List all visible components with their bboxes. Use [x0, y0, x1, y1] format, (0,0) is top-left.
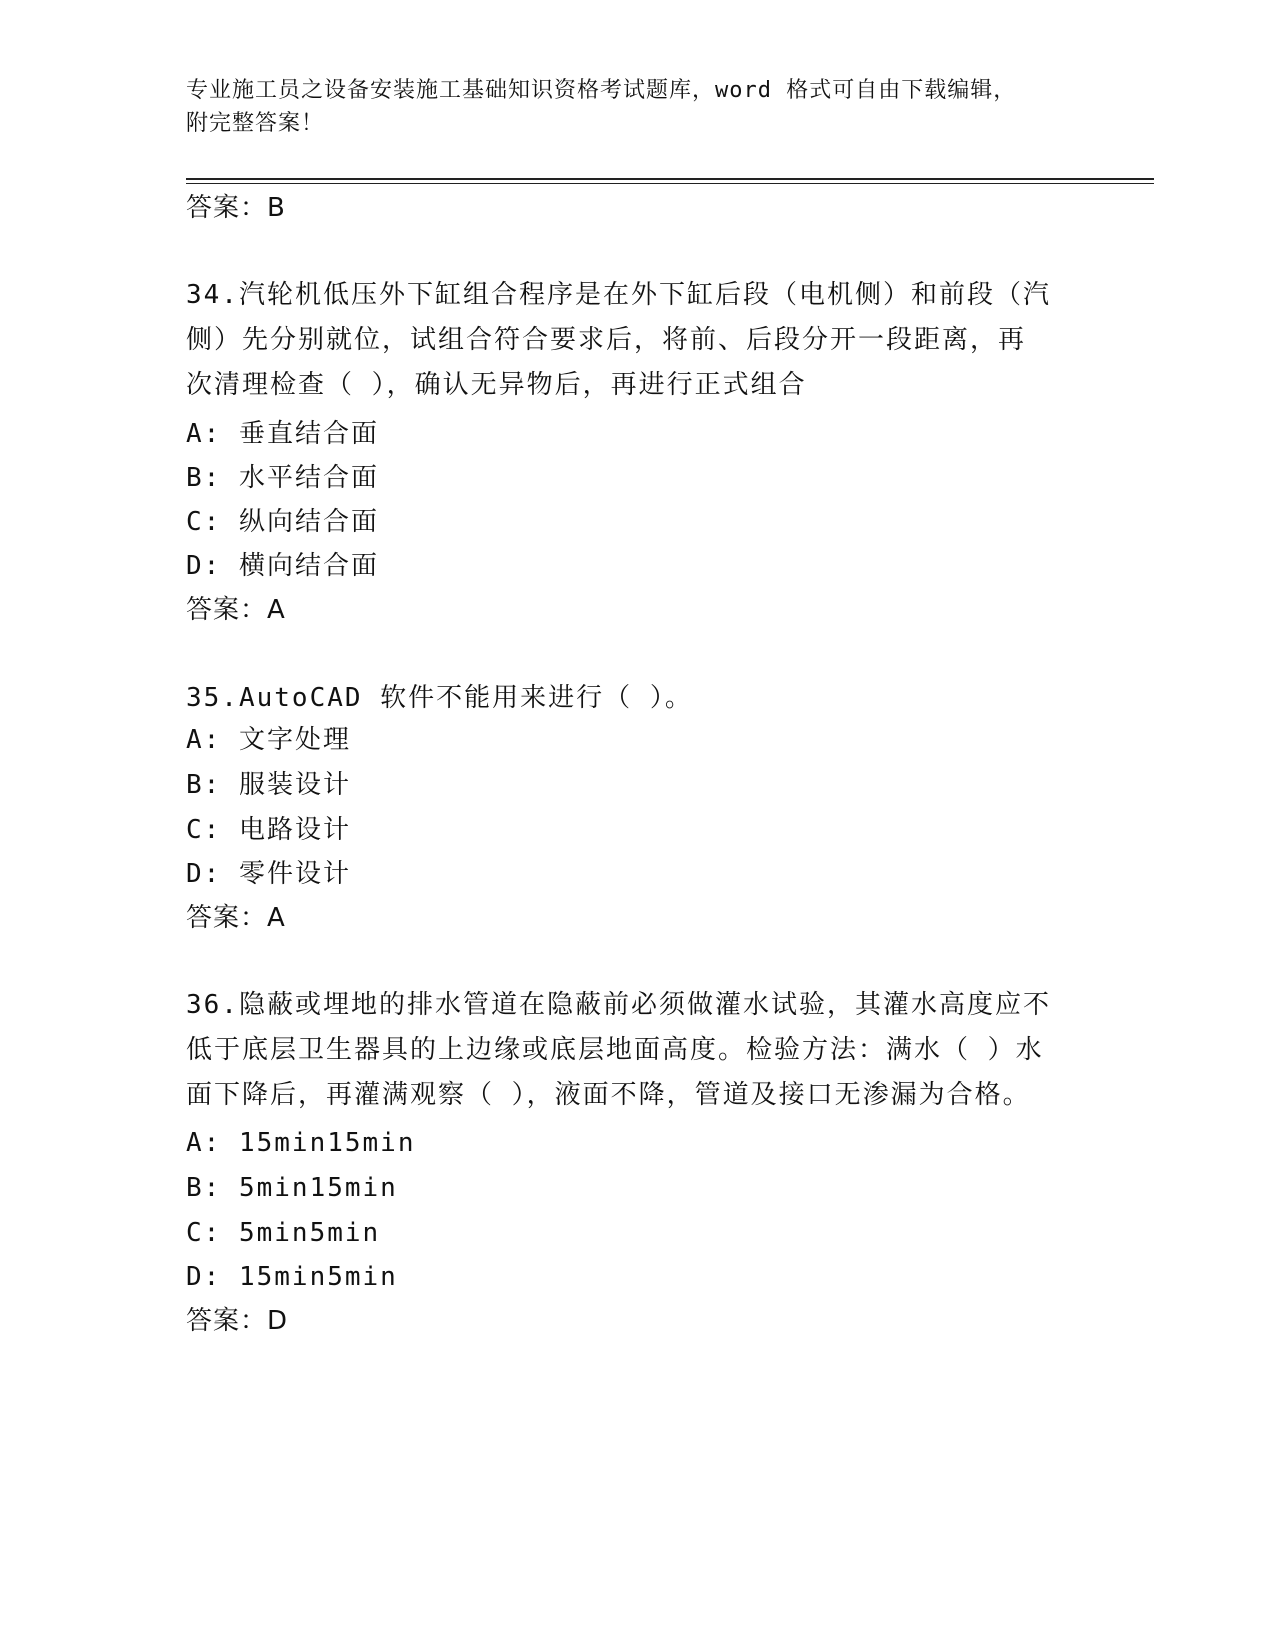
option-34-a: A: 垂直结合面	[186, 419, 379, 449]
option-36-a: A: 15min15min	[186, 1128, 416, 1158]
header-rule-thick	[186, 178, 1154, 180]
question-34	[186, 273, 1086, 408]
option-35-b: B: 服装设计	[186, 770, 351, 800]
option-35-c: C: 电路设计	[186, 815, 351, 845]
question-line: 侧）先分别就位，试组合符合要求后，将前、后段分开一段距离，再	[186, 325, 1027, 355]
option-34-b: B: 水平结合面	[186, 463, 379, 493]
answer-36: 答案：D	[186, 1306, 289, 1336]
question-line: 35.AutoCAD 软件不能用来进行（ ）。	[186, 683, 693, 713]
answer-33: 答案：B	[186, 193, 286, 223]
question-36	[186, 983, 1086, 1118]
question-line: 次清理检查（ ），确认无异物后，再进行正式组合	[186, 370, 807, 400]
question-line: 36.隐蔽或埋地的排水管道在隐蔽前必须做灌水试验，其灌水高度应不	[186, 990, 1051, 1020]
question-line: 低于底层卫生器具的上边缘或底层地面高度。检验方法：满水（ ）水	[186, 1035, 1044, 1065]
question-35	[186, 676, 1086, 721]
header-line-2: 附完整答案！	[186, 111, 325, 136]
option-36-b: B: 5min15min	[186, 1173, 398, 1203]
answer-34: 答案：A	[186, 595, 286, 625]
option-34-d: D: 横向结合面	[186, 551, 379, 581]
option-34-c: C: 纵向结合面	[186, 507, 379, 537]
question-line: 面下降后，再灌满观察（ ），液面不降，管道及接口无渗漏为合格。	[186, 1080, 1031, 1110]
option-36-d: D: 15min5min	[186, 1262, 398, 1292]
header-line-1: 专业施工员之设备安装施工基础知识资格考试题库，word 格式可自由下载编辑，	[186, 78, 1017, 103]
page-header	[186, 74, 1066, 140]
option-35-d: D: 零件设计	[186, 859, 351, 889]
answer-35: 答案：A	[186, 903, 286, 933]
option-36-c: C: 5min5min	[186, 1218, 381, 1248]
question-line: 34.汽轮机低压外下缸组合程序是在外下缸后段（电机侧）和前段（汽	[186, 280, 1051, 310]
option-35-a: A: 文字处理	[186, 725, 351, 755]
header-rule-thin	[186, 183, 1154, 184]
